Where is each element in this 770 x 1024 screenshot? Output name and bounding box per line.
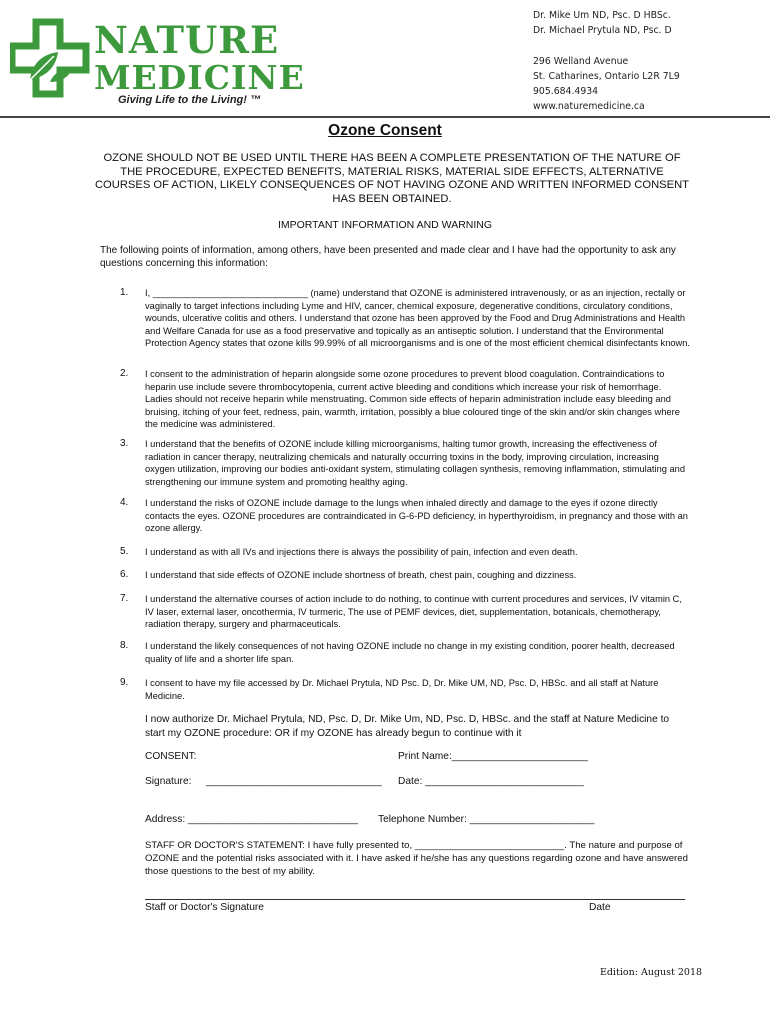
intro-paragraph: The following points of information, among others, have been presented and made clear and I have had the opportunity to ask any questions concerning this information: <box>100 245 676 269</box>
item-number: 6. <box>120 569 129 580</box>
staff-statement: STAFF OR DOCTOR'S STATEMENT: I have fully presented to, ____________________________. The nature and purpose of OZONE and the potential risks associated with it. I have asked if he/she has any questions regarding ozone and have answered those questions to the best of my ability. <box>145 840 688 877</box>
doctor-line: Dr. Mike Um ND, Psc. D HBSc. <box>533 10 671 21</box>
cross-leaf-logo-icon <box>10 18 90 98</box>
item-number: 8. <box>120 640 129 651</box>
item-text: I understand the alternative courses of action include to do nothing, to continue with current procedures and services, IV vitamin C, IV laser, external laser, oncothermia, IV turmeric, The use of PEMF devices, diet, supplementation, botanicals, chemotherapy, radiation therapy, surgery and pharmaceuticals. <box>145 594 682 630</box>
item-text: I consent to have my file accessed by Dr. Michael Prytula, ND Psc. D, Dr. Mike UM, ND, Psc. D, HBSc. and all staff at Nature Medicine. <box>145 678 659 701</box>
signature-field[interactable]: _______________________________ <box>206 776 382 787</box>
warning-paragraph: OZONE SHOULD NOT BE USED UNTIL THERE HAS BEEN A COMPLETE PRESENTATION OF THE NATURE OF THE PROCEDURE, EXPECTED BENEFITS, MATERIAL RISKS, MATERIAL SIDE EFFECTS, ALTERNATIVE COURSES OF ACTION, LIKELY CONSEQUENCES OF NOT HAVING OZONE AND WRITTEN INFORMED CONSENT HAS BEEN OBTAINED. <box>94 152 690 205</box>
staff-signature-label: Staff or Doctor's Signature <box>145 902 264 913</box>
item-number: 1. <box>120 287 129 298</box>
website-line: www.naturemedicine.ca <box>533 101 645 112</box>
authorization-paragraph: I now authorize Dr. Michael Prytula, ND, Psc. D, Dr. Mike Um, ND, Psc. D, HBSc. and the staff at Nature Medicine to start my OZONE procedure: OR if my OZONE has already begun to continue with it <box>145 714 670 739</box>
address-line: 296 Welland Avenue <box>533 56 629 67</box>
important-subheading: IMPORTANT INFORMATION AND WARNING <box>277 219 493 231</box>
item-text: I understand as with all IVs and injections there is always the possibility of pain, infection and even death. <box>145 547 578 557</box>
header-divider <box>0 116 770 118</box>
item-number: 3. <box>120 438 129 449</box>
item-number: 5. <box>120 546 129 557</box>
address-line: St. Catharines, Ontario L2R 7L9 <box>533 71 680 82</box>
item-number: 2. <box>120 368 129 379</box>
date-field[interactable]: Date: ____________________________ <box>398 776 584 787</box>
telephone-field[interactable]: Telephone Number: ______________________ <box>378 814 595 825</box>
logo-word-medicine: MEDICINE <box>94 58 305 97</box>
logo-word-nature: NATURE <box>94 18 280 62</box>
item-number: 9. <box>120 677 129 688</box>
item-text: I understand that side effects of OZONE include shortness of breath, chest pain, coughing and dizziness. <box>145 570 577 580</box>
staff-signature-line[interactable] <box>145 899 685 900</box>
item-number: 7. <box>120 593 129 604</box>
consent-label: CONSENT: <box>145 751 197 762</box>
signature-label: Signature: <box>145 776 192 787</box>
item-text: I consent to the administration of heparin alongside some ozone procedures to prevent blood coagulation. Contraindications to heparin use include severe thrombocytopenia, current active bleeding and conditions which increase your risk of hemorrhage. Ladies should not receive heparin while menstruating. Common side effects of heparin administration include easy bleeding and bruising, itching of your feet, redness, pain, warmth, irritation, possibly a blue coloured tinge of the skin and/or skin changes where the medicine was administered. <box>145 369 680 430</box>
item-text: I understand the risks of OZONE include damage to the lungs when inhaled directly and damage to the eyes if ozone directly contacts the eyes. OZONE procedures are contraindicated in G-6-PD deficiency, in hyperthyroidism, in pregnancy and those with an ozone allergy. <box>145 498 688 534</box>
doctor-line: Dr. Michael Prytula ND, Psc. D <box>533 25 672 36</box>
item-text: I understand the likely consequences of not having OZONE include no change in my existing condition, poorer health, decreased quality of life and a shorter life span. <box>145 641 675 664</box>
staff-date-label: Date <box>589 902 611 913</box>
page-title: Ozone Consent <box>328 122 442 139</box>
tagline: Giving Life to the Living! ™ <box>118 94 261 106</box>
edition-label: Edition: August 2018 <box>600 967 703 978</box>
phone-line: 905.684.4934 <box>533 86 599 97</box>
address-field[interactable]: Address: ______________________________ <box>145 814 359 825</box>
item-text: I understand that the benefits of OZONE include killing microorganisms, halting tumor growth, increasing the effectiveness of radiation in cancer therapy, neutralizing chemicals and naturally occurring toxins in the body, improving circulation, increasing oxygen utilization, improving our bodies anti-oxidant system, stimulating collagen synthesis, removing inflammation, stimulating and strengthening our immune system and promoting healthy aging. <box>145 439 686 487</box>
item-text: I, ______________________________ (name) understand that OZONE is administered intravenously, or as an injection, rectally or vaginally to target infections including Lyme and HIV, cancer, chemical exposure, degenerative conditions, circulatory conditions, wounds, ulcerative colitis and others. I understand that ozone has been approved by the Food and Drug Administrations and Health and Welfare Canada for use as a food preservative and topically as an antiseptic solution. I understand that the Environmental Protection Agency states that ozone kills 99.99% of all microorganisms and is one of the most efficient chemical disinfectants known. <box>145 288 691 349</box>
item-number: 4. <box>120 497 129 508</box>
clinic-contact-block <box>533 8 680 114</box>
print-name-field[interactable]: Print Name:________________________ <box>398 751 588 762</box>
logo <box>10 18 305 98</box>
